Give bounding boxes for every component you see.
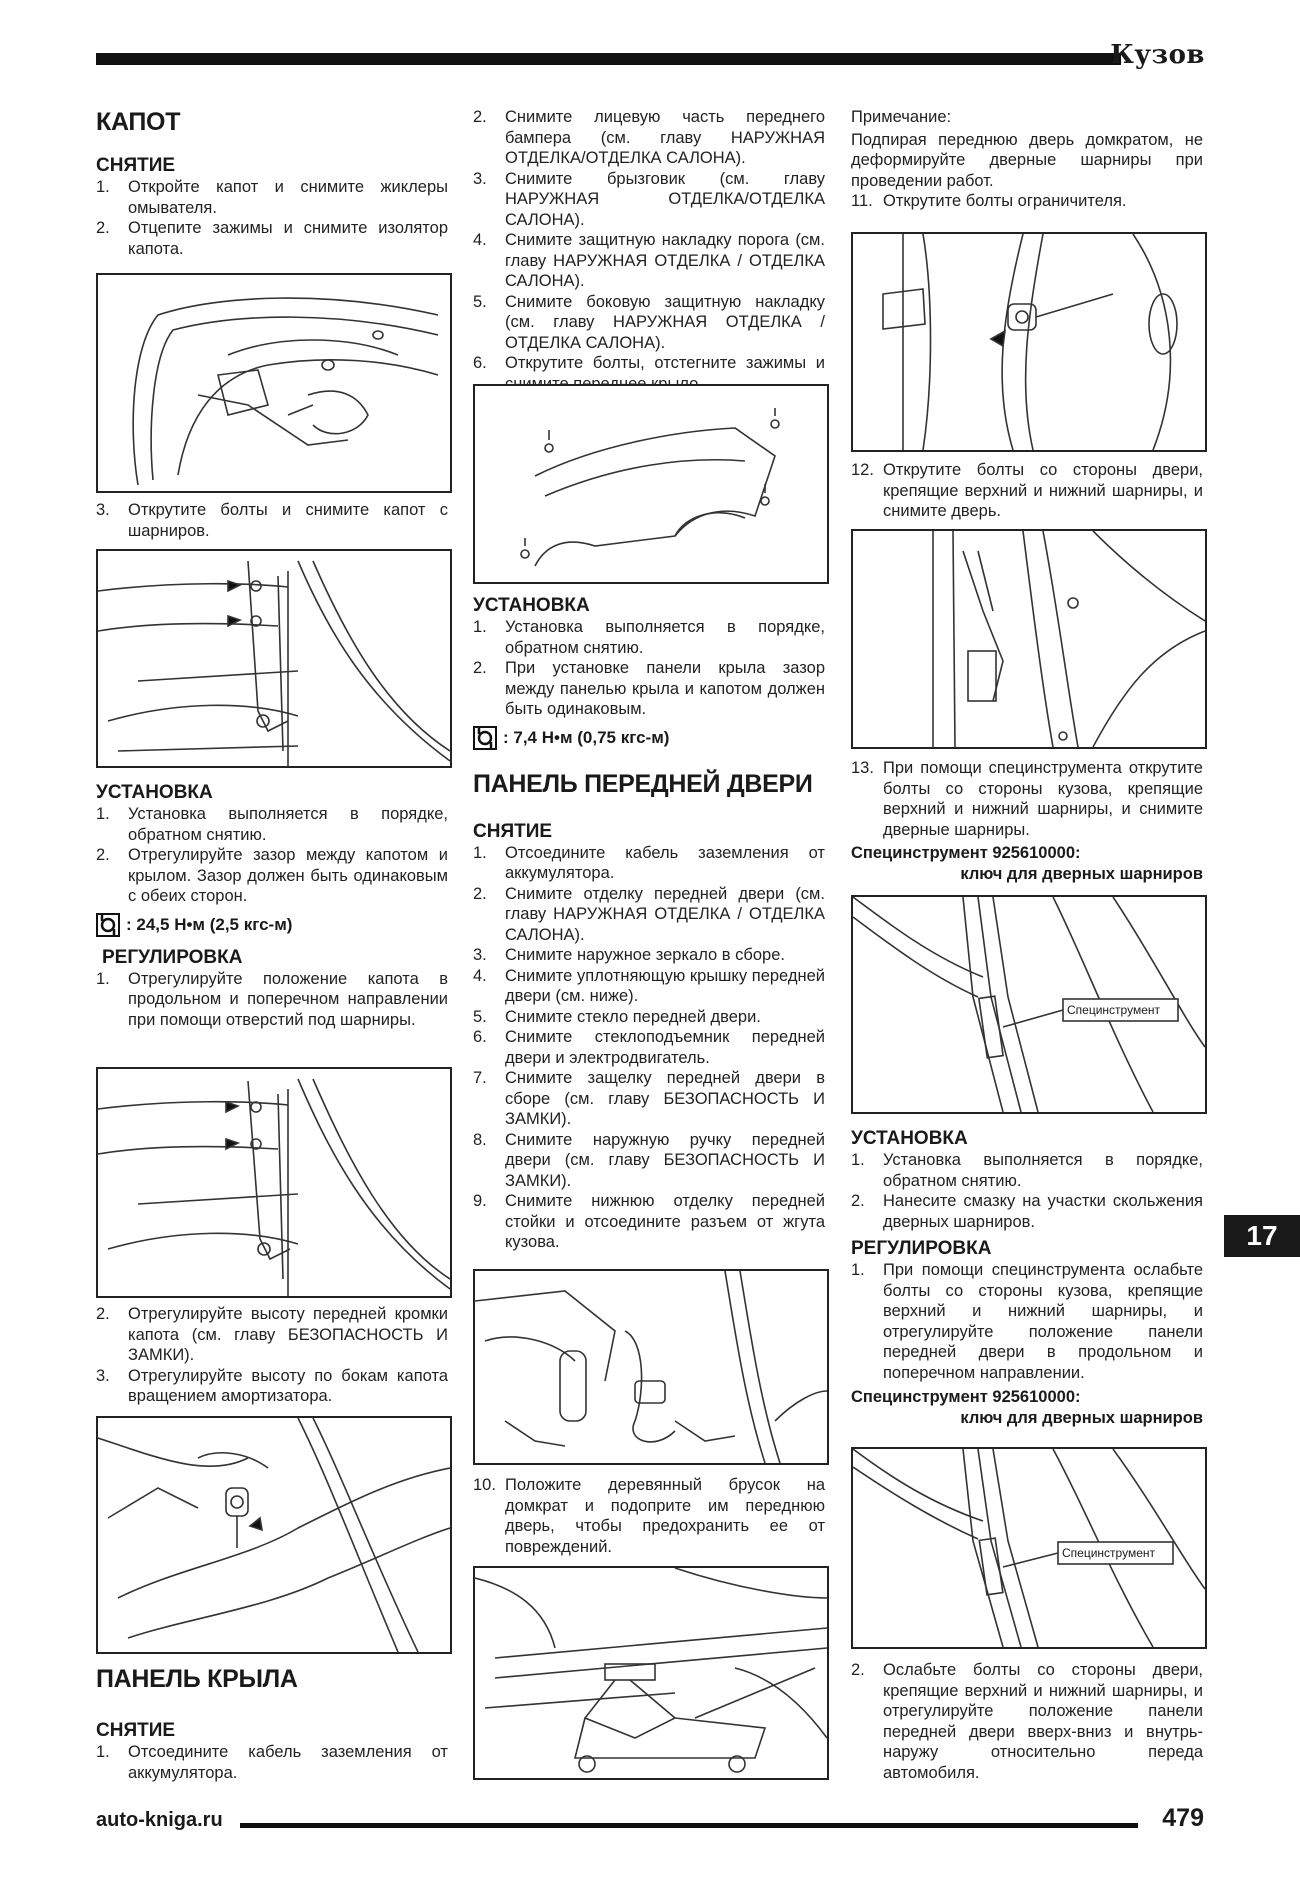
torque-wrench-icon	[473, 726, 497, 750]
heading-fender: ПАНЕЛЬ КРЫЛА	[96, 1665, 298, 1693]
door-removal-list	[473, 843, 825, 1253]
torque-wrench-icon	[96, 913, 120, 937]
figure-hood-damper	[96, 1416, 452, 1654]
callout-special-tool: Специнструмент	[1067, 1003, 1160, 1017]
list-item: 4. Снимите защитную накладку порога (см. главу НАРУЖНАЯ ОТДЕЛКА / ОТДЕЛКА САЛОНА).	[473, 231, 825, 290]
special-tool-label: Специнструмент 925610000:	[851, 844, 1081, 862]
list-item: 8. Снимите наружную ручку передней двери (см. главу БЕЗОПАСНОСТЬ И ЗАМКИ).	[473, 1130, 825, 1190]
list-item: 2. Отрегулируйте высоту передней кромки капота (см. главу БЕЗОПАСНОСТЬ И ЗАМКИ).	[96, 1305, 448, 1364]
list-item: 10. Положите деревянный брусок на домкрат и подоприте им переднюю дверь, чтобы предохранить ее от повреждений.	[473, 1476, 825, 1556]
callout-special-tool: Специнструмент	[1062, 1546, 1155, 1560]
list-item: 2. Снимите отделку передней двери (см. главу НАРУЖНАЯ ОТДЕЛКА / ОТДЕЛКА САЛОНА).	[473, 884, 825, 944]
list-item: 2. При установке панели крыла зазор между панелью крыла и капотом должен быть одинаковым.	[473, 659, 825, 718]
list-item: 5. Снимите боковую защитную накладку (см. главу НАРУЖНАЯ ОТДЕЛКА / ОТДЕЛКА САЛОНА).	[473, 292, 825, 352]
list-item: 1. Установка выполняется в порядке, обратном снятию.	[473, 618, 825, 657]
figure-fender-panel	[473, 384, 829, 584]
torque-spec: : 7,4 Н•м (0,75 кгс-м)	[473, 726, 825, 750]
list-item: 3. Открутите болты и снимите капот с шарниров.	[96, 501, 448, 540]
column-1-step3	[96, 500, 448, 541]
section-title: Кузов	[1110, 40, 1205, 70]
heading-hood: КАПОТ	[96, 108, 181, 136]
heading-hood-adjust: РЕГУЛИРОВКА	[102, 946, 243, 968]
list-item: 1. При помощи специнструмента ослабьте болты со стороны кузова, крепящие верхний и нижний шарниры, и отрегулируйте положение панели передней двери в продольном и поперечном направлении.	[851, 1261, 1203, 1382]
list-item: 3. Снимите брызговик (см. главу НАРУЖНАЯ ОТДЕЛКА/ОТДЕЛКА САЛОНА).	[473, 169, 825, 229]
special-tool-desc: ключ для дверных шарниров	[960, 1409, 1203, 1427]
figure-hood-hinge-bolts	[96, 549, 452, 768]
special-tool-label: Специнструмент 925610000:	[851, 1388, 1081, 1406]
list-item: 9. Снимите нижнюю отделку передней стойки и отсоедините разъем от жгута кузова.	[473, 1192, 825, 1251]
list-item: 2. Отцепите зажимы и снимите изолятор капота.	[96, 219, 448, 258]
list-item: 12. Открутите болты со стороны двери, крепящие верхний и нижний шарниры, и снимите дверь.	[851, 461, 1203, 520]
column-3	[851, 107, 1203, 212]
figure-door-connector	[473, 1269, 829, 1465]
column-2	[473, 107, 825, 394]
column-3-step13	[851, 758, 1203, 885]
figure-special-tool-1	[851, 895, 1207, 1114]
list-item: 1. Откройте капот и снимите жиклеры омывателя.	[96, 178, 448, 217]
list-item: 1. Отсоедините кабель заземления от аккумулятора.	[96, 1743, 448, 1782]
figure-hood-washer	[96, 273, 452, 493]
special-tool-desc: ключ для дверных шарниров	[960, 865, 1203, 883]
figure-special-tool-2	[851, 1447, 1207, 1649]
column-3-install	[851, 1128, 1203, 1429]
footer-site: auto-kniga.ru	[96, 1809, 223, 1831]
column-1-fender	[96, 1665, 448, 1783]
list-item: 1. Установка выполняется в порядке, обратном снятию.	[96, 805, 448, 844]
list-item: 6. Снимите стеклоподъемник передней двери и электродвигатель.	[473, 1028, 825, 1067]
heading-hood-removal: СНЯТИЕ	[96, 155, 176, 176]
list-item: 2. Отрегулируйте зазор между капотом и крылом. Зазор должен быть одинаковым с обеих сторон.	[96, 846, 448, 905]
list-item: 3. Отрегулируйте высоту по бокам капота вращением амортизатора.	[96, 1366, 448, 1405]
heading-door-adjust: РЕГУЛИРОВКА	[851, 1238, 992, 1259]
list-item: 1. Отрегулируйте положение капота в продольном и поперечном направлении при помощи отверстий под шарниры.	[96, 969, 448, 1029]
list-item: 2. Ослабьте болты со стороны двери, крепящие верхний и нижний шарниры, и отрегулируйте положение панели передней двери вверх-вниз и внутрь-наружу относительно переда автомобиля.	[851, 1661, 1203, 1782]
fender-removal-list	[473, 107, 825, 394]
note-label: Примечание:	[851, 108, 952, 126]
footer-rule	[240, 1823, 1138, 1828]
list-item: 2. Снимите лицевую часть переднего бампера (см. главу НАРУЖНАЯ ОТДЕЛКА/ОТДЕЛКА САЛОНА).	[473, 108, 825, 167]
column-2-step10	[473, 1475, 825, 1557]
page-number: 479	[1162, 1804, 1204, 1832]
list-item: 1. Установка выполняется в порядке, обратном снятию.	[851, 1151, 1203, 1190]
note-text: Подпирая переднюю дверь домкратом, не деформируйте дверные шарниры при проведении работ.	[851, 130, 1203, 190]
heading-fender-install: УСТАНОВКА	[473, 595, 590, 616]
column-3-adjust2	[851, 1660, 1203, 1783]
list-item: 11. Открутите болты ограничителя.	[851, 192, 1127, 210]
list-item: 7. Снимите защелку передней двери в сборе (см. главу БЕЗОПАСНОСТЬ И ЗАМКИ).	[473, 1069, 825, 1128]
column-1-install	[96, 782, 448, 1030]
list-item: 13. При помощи специнструмента открутите болты со стороны кузова, крепящие верхний и нижний шарниры, и снимите дверные шарниры.	[851, 759, 1203, 839]
heading-fender-removal: СНЯТИЕ	[96, 1720, 176, 1741]
list-item: 5. Снимите стекло передней двери.	[473, 1007, 761, 1026]
header-rule	[96, 53, 1121, 65]
heading-door-removal: СНЯТИЕ	[473, 820, 553, 842]
list-item: 1. Отсоедините кабель заземления от аккумулятора.	[473, 843, 825, 882]
list-item: 2. Нанесите смазку на участки скольжения дверных шарниров.	[851, 1192, 1203, 1231]
torque-spec: : 24,5 Н•м (2,5 кгс-м)	[96, 913, 448, 937]
list-item: 3. Снимите наружное зеркало в сборе.	[473, 946, 785, 964]
heading-door-panel: ПАНЕЛЬ ПЕРЕДНЕЙ ДВЕРИ	[473, 769, 813, 798]
list-item: 4. Снимите уплотняющую крышку передней двери (см. ниже).	[473, 966, 825, 1005]
figure-door-jack	[473, 1566, 829, 1780]
column-2-install	[473, 595, 825, 1253]
figure-door-check-bolt	[851, 232, 1207, 452]
column-1-adjust-more	[96, 1304, 448, 1407]
figure-hood-hinge-adjust	[96, 1067, 452, 1298]
list-item: 6. Открутите болты, отстегните зажимы и	[473, 354, 825, 372]
figure-door-hinge-bolts	[851, 529, 1207, 749]
heading-hood-install: УСТАНОВКА	[96, 782, 213, 803]
column-1	[96, 108, 448, 259]
column-3-step12	[851, 460, 1203, 522]
hood-removal-list	[96, 177, 448, 259]
heading-door-install: УСТАНОВКА	[851, 1128, 968, 1149]
chapter-tab: 17	[1224, 1215, 1300, 1257]
